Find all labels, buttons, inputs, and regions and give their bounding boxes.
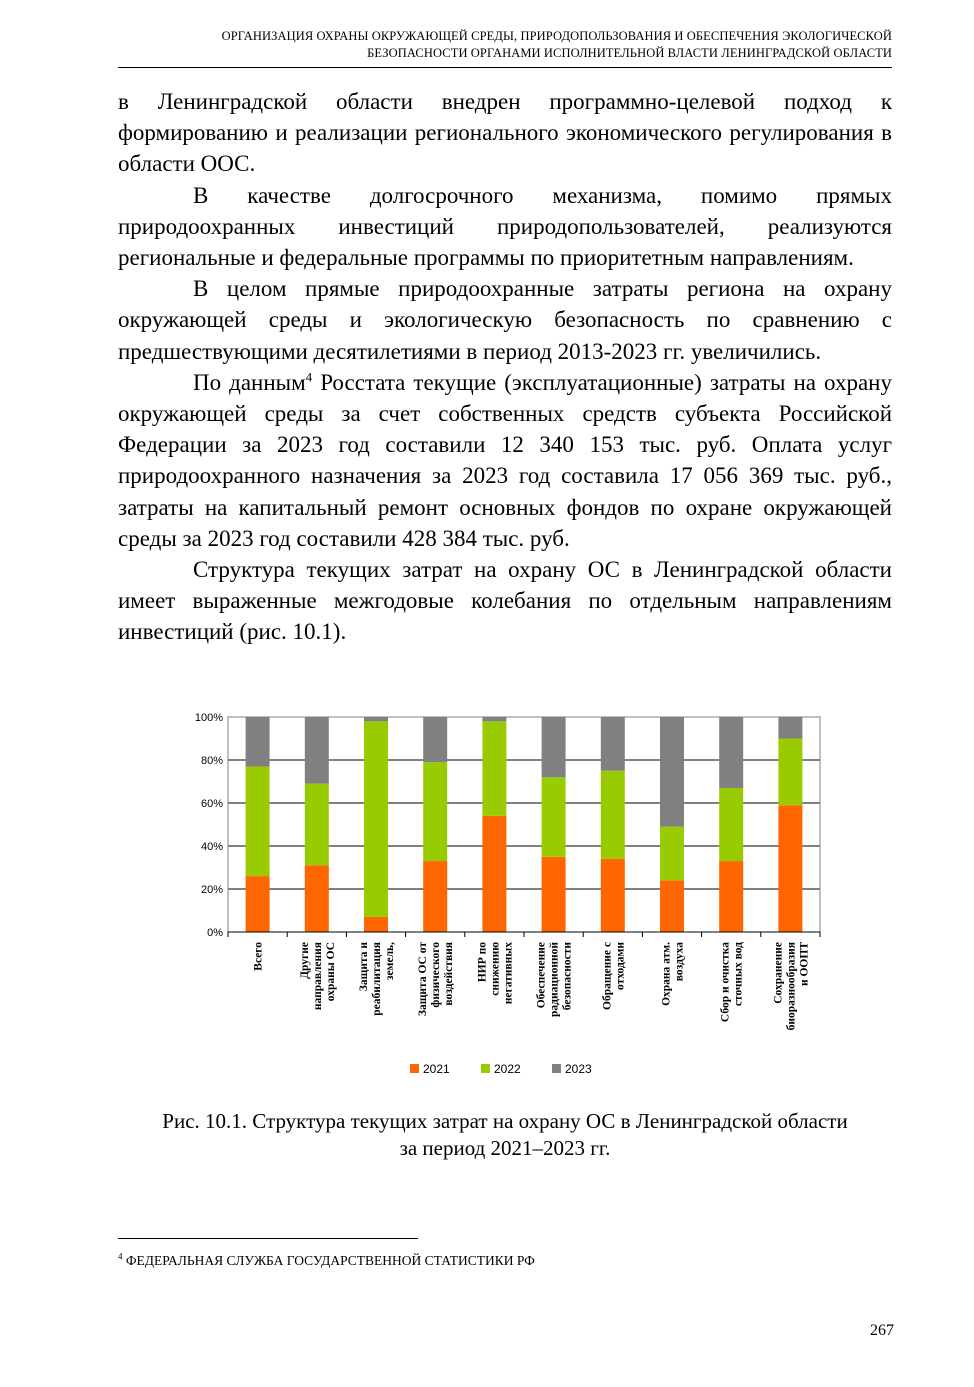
bar-segment <box>305 784 329 866</box>
legend-swatch <box>552 1064 561 1073</box>
bar-segment <box>423 717 447 762</box>
x-category-label-line: Защита и <box>358 942 370 992</box>
body-text <box>118 86 892 648</box>
paragraph-4-start: По данным <box>193 369 306 395</box>
x-category-label-line: безопасности <box>561 942 574 1011</box>
footnote-reference[interactable]: 4 <box>305 369 313 385</box>
running-header-line-2: БЕЗОПАСНОСТИ ОРГАНАМИ ИСПОЛНИТЕЛЬНОЙ ВЛАСТИ ЛЕНИНГРАДСКОЙ ОБЛАСТИ <box>367 46 892 60</box>
x-category-label-line: негативных <box>502 942 515 1005</box>
footnote-number: 4 <box>118 1251 123 1262</box>
x-category-label-line: и ООПТ <box>798 942 811 987</box>
x-category-label-line: направления <box>311 942 324 1011</box>
x-category-label-line: биоразнообразия <box>785 942 798 1031</box>
x-category-label <box>476 942 514 1004</box>
x-category-label <box>536 942 574 1017</box>
header-divider <box>118 67 892 68</box>
x-category-label-line: снижению <box>489 942 502 996</box>
y-tick-label: 100% <box>194 712 223 724</box>
x-category-label <box>720 942 745 1022</box>
paragraph-5: Структура текущих затрат на охрану ОС в Ленинградской области имеет выраженные межгодовые колебания по отдельным направлениям инвестиций (рис. 10.1). <box>118 557 892 645</box>
x-category-label-line: НИР по <box>476 942 489 983</box>
x-category-label <box>772 942 810 1031</box>
page-number: 267 <box>870 1322 894 1339</box>
paragraph-3: В целом прямые природоохранные затраты региона на охрану окружающей среды и экологическую безопасность по сравнению с предшествующими десятилетиями в период 2013-2023 гг. увеличились. <box>118 276 892 364</box>
footnote-text: ФЕДЕРАЛЬНАЯ СЛУЖБА ГОСУДАРСТВЕННОЙ СТАТИСТИКИ РФ <box>122 1253 535 1268</box>
x-category-label-line: Другие <box>298 942 311 979</box>
x-category-label <box>358 942 396 1016</box>
x-category-label-line: Сохранение <box>772 942 785 1004</box>
x-category-label-line: воздуха <box>673 942 686 982</box>
paragraph-4-rest: Росстата текущие (эксплуатационные) затраты на охрану окружающей среды за счет собственных средств субъекта Российской Федерации за 2023 год составили 12 340 153 тыс. руб. Оплата услуг природоохранного назначения за 2023 год составила 17 056 369 тыс. руб., затраты на капитальный ремонт основных фондов по охране окружающей среды за 2023 год составили 428 384 тыс. руб. <box>118 369 892 551</box>
x-category-label-line: Обеспечение <box>535 942 548 1009</box>
paragraph-1: в Ленинградской области внедрен программно-целевой подход к формированию и реализации регионального экономического регулирования в области ООС. <box>118 89 892 177</box>
bar-segment <box>778 805 802 932</box>
paragraph-2: В качестве долгосрочного механизма, помимо прямых природоохранных инвестиций природопользователей, реализуются региональные и федеральные программы по приоритетным направлениям. <box>118 182 892 271</box>
legend-label: 2023 <box>565 1062 592 1076</box>
x-category-label <box>253 942 265 971</box>
x-category-label-line: Всего <box>252 942 265 971</box>
running-header <box>118 28 892 62</box>
x-category-label-line: Охрана атм. <box>660 942 673 1006</box>
figure-caption <box>118 1108 892 1162</box>
bar-segment <box>719 717 743 788</box>
bar-segment <box>778 717 802 739</box>
bar-segment <box>364 917 388 932</box>
bar-segment <box>660 717 684 827</box>
x-category-label-line: воздействия <box>443 942 456 1006</box>
bar-segment <box>601 771 625 859</box>
footnote <box>118 1252 892 1269</box>
bar-segment <box>305 717 329 784</box>
y-tick-label: 60% <box>200 798 223 810</box>
x-category-label-line: Обращение с <box>601 942 614 1010</box>
x-category-label-line: реабилитация <box>371 942 383 1016</box>
bar-segment <box>542 777 566 857</box>
legend-swatch <box>410 1064 419 1073</box>
bar-segment <box>542 717 566 777</box>
y-tick-label: 0% <box>207 927 223 939</box>
bar-segment <box>719 861 743 932</box>
figure-caption-line-1: Рис. 10.1. Структура текущих затрат на охрану ОС в Ленинградской области <box>162 1109 848 1133</box>
bar-segment <box>601 859 625 932</box>
bar-segment <box>423 762 447 861</box>
bar-segment <box>660 827 684 881</box>
legend-label: 2021 <box>423 1062 450 1076</box>
bar-segment <box>778 739 802 806</box>
y-tick-label: 40% <box>200 841 223 853</box>
bar-segment <box>482 717 506 721</box>
x-category-label-line: радиационной <box>548 942 561 1017</box>
bar-segment <box>246 876 270 932</box>
figure-caption-line-2: за период 2021–2023 гг. <box>399 1136 611 1160</box>
footnote-divider <box>118 1238 418 1239</box>
x-category-label-line: Сбор и очистка <box>719 942 732 1023</box>
x-category-label <box>299 942 337 1010</box>
bar-segment <box>482 721 506 816</box>
paragraph-4 <box>118 367 892 554</box>
bar-segment <box>542 857 566 932</box>
y-tick-label: 80% <box>200 755 223 767</box>
bar-segment <box>601 717 625 771</box>
x-category-label <box>661 942 686 1006</box>
bar-segment <box>423 861 447 932</box>
x-category-label <box>417 942 455 1016</box>
bar-segment <box>482 816 506 932</box>
bar-segment <box>660 880 684 932</box>
stacked-bar-chart <box>170 705 830 1095</box>
x-category-label-line: отходами <box>614 942 627 991</box>
bar-segment <box>305 865 329 932</box>
legend-label: 2022 <box>494 1062 521 1076</box>
bar-segment <box>246 766 270 876</box>
y-tick-label: 20% <box>200 884 223 896</box>
bar-segment <box>364 721 388 917</box>
x-category-label-line: Защита ОС от <box>417 942 430 1017</box>
x-category-label-line: земель, <box>384 942 396 981</box>
x-category-label-line: сточных вод <box>732 942 745 1007</box>
x-category-label <box>601 942 626 1010</box>
running-header-line-1: ОРГАНИЗАЦИЯ ОХРАНЫ ОКРУЖАЮЩЕЙ СРЕДЫ, ПРИРОДОПОЛЬЗОВАНИЯ И ОБЕСПЕЧЕНИЯ ЭКОЛОГИЧЕСКОЙ <box>221 29 892 43</box>
bar-segment <box>719 788 743 861</box>
legend-swatch <box>481 1064 490 1073</box>
x-category-label-line: охраны ОС <box>324 942 337 1002</box>
x-category-label-line: физического <box>430 942 443 1008</box>
bar-segment <box>246 717 270 766</box>
bar-segment <box>364 717 388 721</box>
